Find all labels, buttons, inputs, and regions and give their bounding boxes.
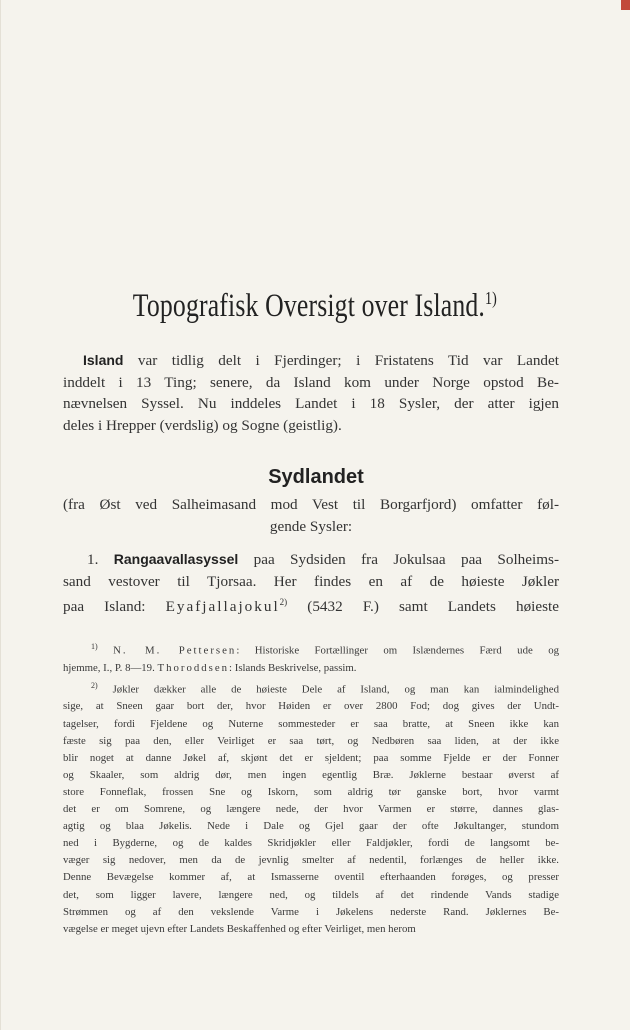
section1-footnote-marker: 2) [279, 597, 288, 607]
footnote-2-line: tagelser, fordi Fjeldene og Nuterne sommesteder er saa bratte, at Sneen ikke kan [63, 717, 559, 730]
intro-paragraph [63, 350, 559, 436]
section-heading: Sydlandet [268, 466, 364, 488]
section-1-paragraph [63, 549, 559, 618]
section1-number: 1. [87, 551, 99, 568]
subtitle-line-1: (fra Øst ved Salheimasand mod Vest til Borgarfjord) omfatter føl- [63, 496, 559, 513]
footnote-2-line: vægelse er meget ujevn efter Landets Beskaffenhed og efter Veirliget, men herom [63, 922, 416, 935]
section1-line-3: paa Island: Eyafjallajokul$^{2)}$ (5432 F.) samt Landets høieste [63, 597, 560, 616]
page-title [69, 288, 560, 325]
footnote-1-line-2: hjemme, I., P. 8—19. Thoroddsen: Islands Beskrivelse, passim. [63, 661, 357, 674]
title-text: Topografisk Oversigt over Island. [132, 288, 485, 324]
intro-line-4: deles i Hrepper (verdslig) og Sogne (geistlig). [63, 416, 342, 434]
intro-line-2: inddelt i 13 Ting; senere, da Island kom under Norge opstod Be- [63, 373, 559, 391]
subtitle-line-2: gende Sysler: [269, 517, 353, 535]
footnote-2-line: Strømmen og af den vekslende Varme i Jøkelens nederste Rand. Jøklernes Be- [63, 905, 559, 918]
section1-line-1: 1. Rangaavallasyssel paa Sydsiden fra Jokulsaa paa Solheims- [87, 551, 559, 568]
glacier-name: Eyafjallajokul [165, 598, 280, 616]
footnote-2 [63, 677, 559, 938]
footnote-2-line: fæste sig paa den, eller Veirliget er saa tørt, og Nedbøren saa liden, at der ikke [63, 734, 559, 747]
intro-line-3: nævnelsen Syssel. Nu inddeles Landet i 18 Sysler, der atter igjen [63, 395, 559, 412]
corner-color-mark [621, 0, 630, 10]
footnote-2-line: blir noget at danne Jøkel af, skjønt det er sjeldent; paa somme Fjelde er der Fonner [63, 751, 559, 764]
footnote-2-line: sige, at Sneen gaar bort der, hvor Høiden er over 2800 Fod; dog gives der Undt- [63, 700, 559, 713]
footnote-2-line: $^{2)}$ Jøkler dækker alle de høieste Dele af Island, og man kan ialmindelighed [91, 680, 559, 696]
footnotes [63, 638, 559, 938]
intro-line-1: Island var tidlig delt i Fjerdinger; i Fristatens Tid var Landet [83, 352, 559, 369]
footnote-2-line: Denne Bevægelse kommer af, at Ismasserne oventil efterhaanden forøges, og presser [63, 871, 559, 884]
footnote-2-line: og Skaaler, som aldrig dør, men ingen egentlig Bræ. Jøklerne bestaar øverst af [63, 768, 559, 781]
footnote-2-line: store Fonneflak, frossen Sne og Iskorn, som aldrig tør ganske bort, hvor varmt [63, 785, 559, 798]
footnote-2-marker: 2) [91, 680, 98, 690]
footnote-2-line: væger sig nedover, men da de jevnlig smelter af nedentil, forlænges de heller ikke. [63, 854, 559, 867]
footnote-2-line: det er om Somrene, og længere nede, der hvor Varmen er større, dannes glas- [63, 803, 559, 816]
intro-lead-word: Island [83, 352, 124, 368]
footnote-1-line-1: $^{1)}$ N. M. Pettersen: Historiske Fortællinger om Islændernes Færd ude og [91, 642, 559, 657]
footnote-2-line: agtig og blaa Jøkelis. Nede i Dale og Gjel gaar der ofte Jøkultanger, stundom [63, 820, 559, 833]
footnote-2-line: ned i Bygderne, og de kaldes Skridjøkler eller Faldjøkler, fordi de langsomt be- [63, 837, 559, 850]
title-footnote-marker: 1) [484, 288, 498, 308]
section1-line-2: sand vestover til Tjorsaa. Her findes en af de høieste Jøkler [63, 572, 559, 590]
section1-name: Rangaavallasyssel [113, 551, 239, 567]
footnote-2-line: det, som ligger lavere, længere ned, og tildels af det rindende Vands stadige [63, 888, 559, 901]
section-subtitle [63, 494, 559, 537]
